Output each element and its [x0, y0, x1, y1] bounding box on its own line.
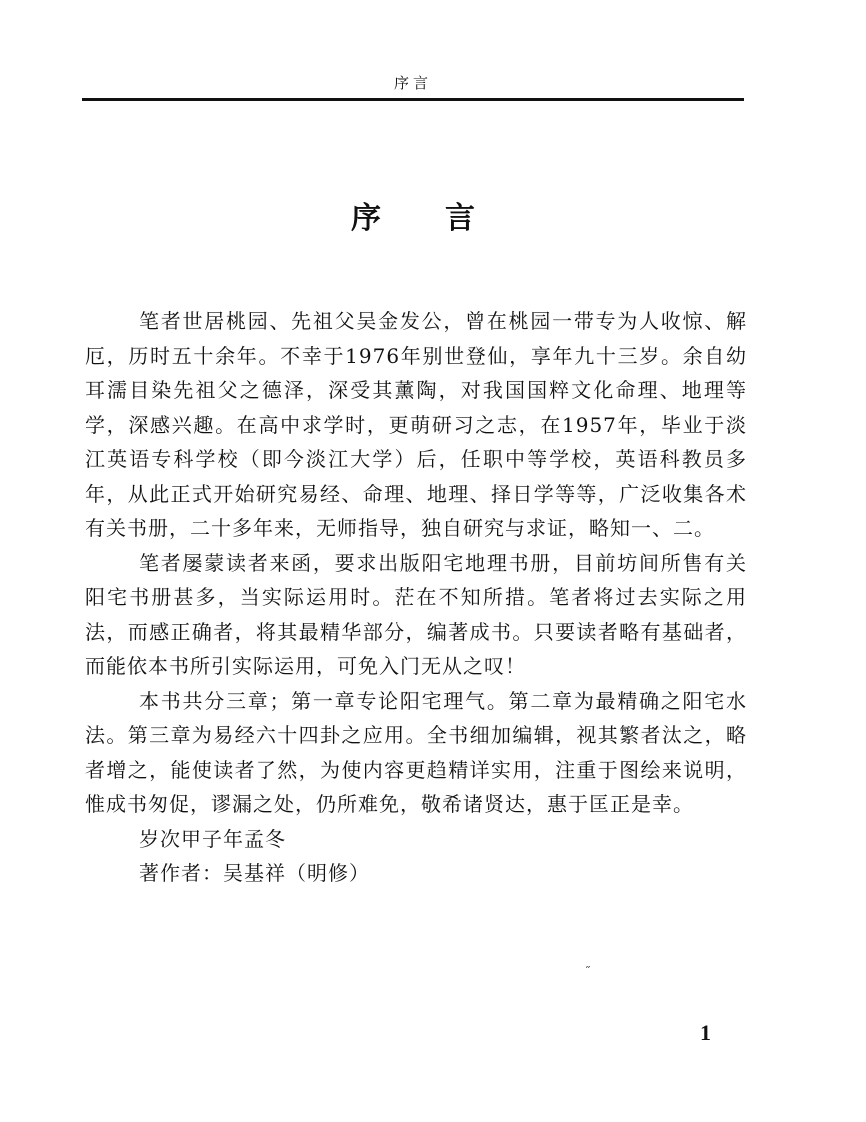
signature-author: 著作者：吴基祥（明修）: [139, 861, 370, 885]
body-text: [85, 304, 747, 891]
scan-speck: ˶: [586, 958, 590, 972]
paragraph-3: 本书共分三章；第一章专论阳宅理气。第二章为最精确之阳宅水法。第三章为易经六十四卦之应用。全书细加编辑，视其繁者汰之，略者增之，能使读者了然，为使内容更趋精详实用，注重于图绘来说明，惟成书匆促，谬漏之处，仍所难免，敬希诸贤达，惠于匡正是幸。: [85, 688, 747, 816]
running-head: 序言: [393, 74, 432, 92]
signature-date: 岁次甲子年孟冬: [139, 826, 286, 851]
page-number: 1: [700, 1020, 711, 1045]
header-rule: [82, 98, 744, 101]
paragraph-2: 笔者屡蒙读者来函，要求出版阳宅地理书册，目前坊间所售有关阳宅书册甚多，当实际运用时。茫在不知所措。笔者将过去实际之用法，而感正确者，将其最精华部分，编著成书。只要读者略有基础者，而能依本书所引实际运用，可免入门无从之叹！: [85, 550, 747, 678]
page-title: 序言: [351, 201, 539, 236]
paragraph-1: 笔者世居桃园、先祖父吴金发公，曾在桃园一带专为人收惊、解厄，历时五十余年。不幸于1976年别世登仙，享年九十三岁。余自幼耳濡目染先祖父之德泽，深受其薰陶，对我国国粹文化命理、地理等学，深感兴趣。在高中求学时，更萌研习之志，在1957年，毕业于淡江英语专科学校（即今淡江大学）后，任职中等学校，英语科教员多年，从此正式开始研究易经、命理、地理、择日学等等，广泛收集各术有关书册，二十多年来，无师指导，独自研究与求证，略知一、二。: [85, 309, 747, 540]
